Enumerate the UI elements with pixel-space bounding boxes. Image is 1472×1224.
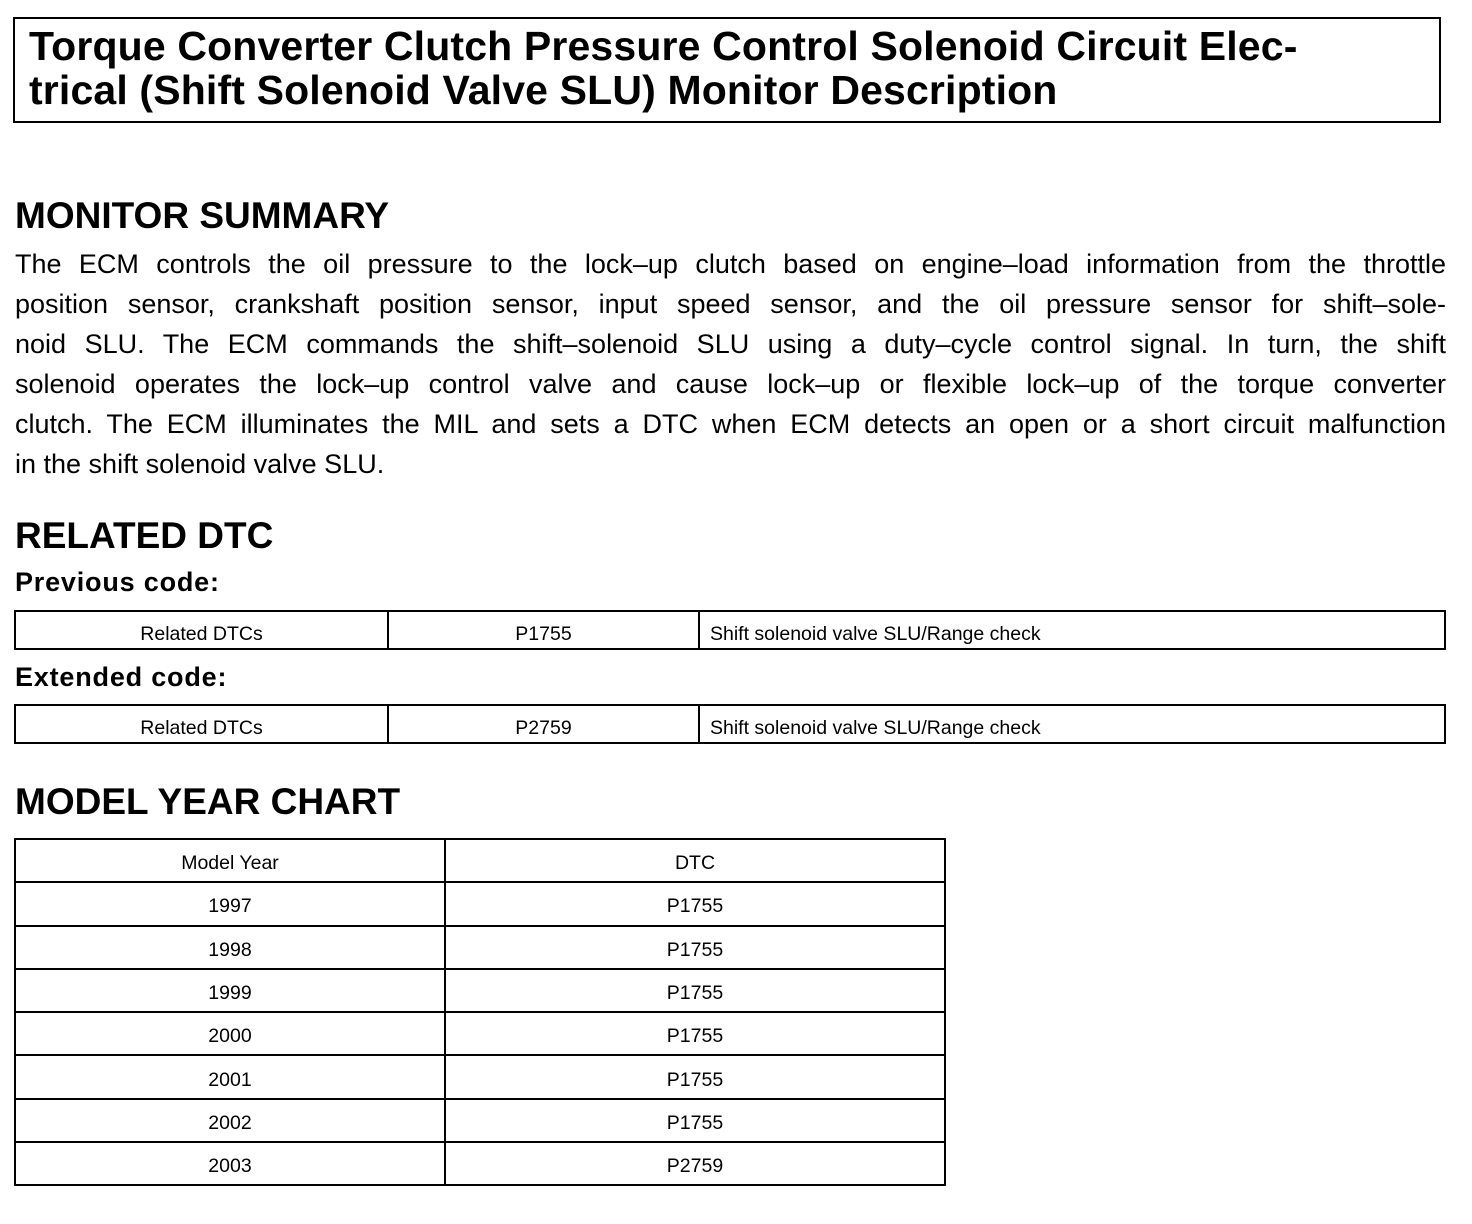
model-year-table (14, 838, 946, 1186)
summary-line: in the shift solenoid valve SLU. (15, 449, 385, 479)
dtc-cell: P1755 (445, 926, 945, 969)
page-title-line-1: Torque Converter Clutch Pressure Control Solenoid Circuit Elec- (29, 23, 1298, 69)
monitor-summary-heading: MONITOR SUMMARY (15, 195, 390, 236)
monitor-summary-paragraph (15, 244, 1446, 484)
table-row (15, 882, 945, 925)
title-box (13, 17, 1441, 123)
page-title-line-2: trical (Shift Solenoid Valve SLU) Monitor Description (29, 67, 1058, 113)
table-row (15, 969, 945, 1012)
column-header-dtc: DTC (445, 839, 945, 882)
dtc-cell: P2759 (445, 1142, 945, 1185)
extended-code-table (14, 704, 1446, 744)
model-year-cell: 2000 (15, 1012, 445, 1055)
table-row (15, 705, 1445, 743)
previous-code-label: Previous code: (15, 567, 220, 597)
dtc-cell: P1755 (445, 969, 945, 1012)
model-year-cell: 1999 (15, 969, 445, 1012)
dtc-description-cell: Shift solenoid valve SLU/Range check (699, 611, 1445, 649)
dtc-cell: P1755 (445, 882, 945, 925)
table-row (15, 1055, 945, 1098)
dtc-description-cell: Shift solenoid valve SLU/Range check (699, 705, 1445, 743)
related-dtcs-cell: Related DTCs (15, 705, 388, 743)
dtc-cell: P1755 (445, 1099, 945, 1142)
table-row (15, 611, 1445, 649)
table-row (15, 1012, 945, 1055)
summary-line: noid SLU. The ECM commands the shift–solenoid SLU using a duty–cycle control signal. In turn, the shift (15, 329, 1446, 359)
extended-code-label: Extended code: (15, 662, 228, 692)
previous-code-table (14, 610, 1446, 650)
dtc-code-cell: P2759 (388, 705, 699, 743)
model-year-cell: 1997 (15, 882, 445, 925)
model-year-cell: 2002 (15, 1099, 445, 1142)
dtc-cell: P1755 (445, 1012, 945, 1055)
model-year-cell: 2001 (15, 1055, 445, 1098)
column-header-model-year: Model Year (15, 839, 445, 882)
related-dtc-heading: RELATED DTC (15, 515, 274, 556)
dtc-code-cell: P1755 (388, 611, 699, 649)
model-year-cell: 2003 (15, 1142, 445, 1185)
related-dtcs-cell: Related DTCs (15, 611, 388, 649)
table-row (15, 1142, 945, 1185)
dtc-cell: P1755 (445, 1055, 945, 1098)
table-row (15, 926, 945, 969)
model-year-chart-heading: MODEL YEAR CHART (15, 781, 401, 822)
summary-line: position sensor, crankshaft position sensor, input speed sensor, and the oil pressure sensor for shift–sole- (15, 289, 1446, 319)
summary-line: The ECM controls the oil pressure to the lock–up clutch based on engine–load information from the throttle (15, 249, 1446, 279)
summary-line: solenoid operates the lock–up control valve and cause lock–up or flexible lock–up of the torque converter (15, 369, 1446, 399)
model-year-cell: 1998 (15, 926, 445, 969)
table-header-row (15, 839, 945, 882)
table-row (15, 1099, 945, 1142)
summary-line: clutch. The ECM illuminates the MIL and sets a DTC when ECM detects an open or a short circuit malfunction (15, 409, 1446, 439)
